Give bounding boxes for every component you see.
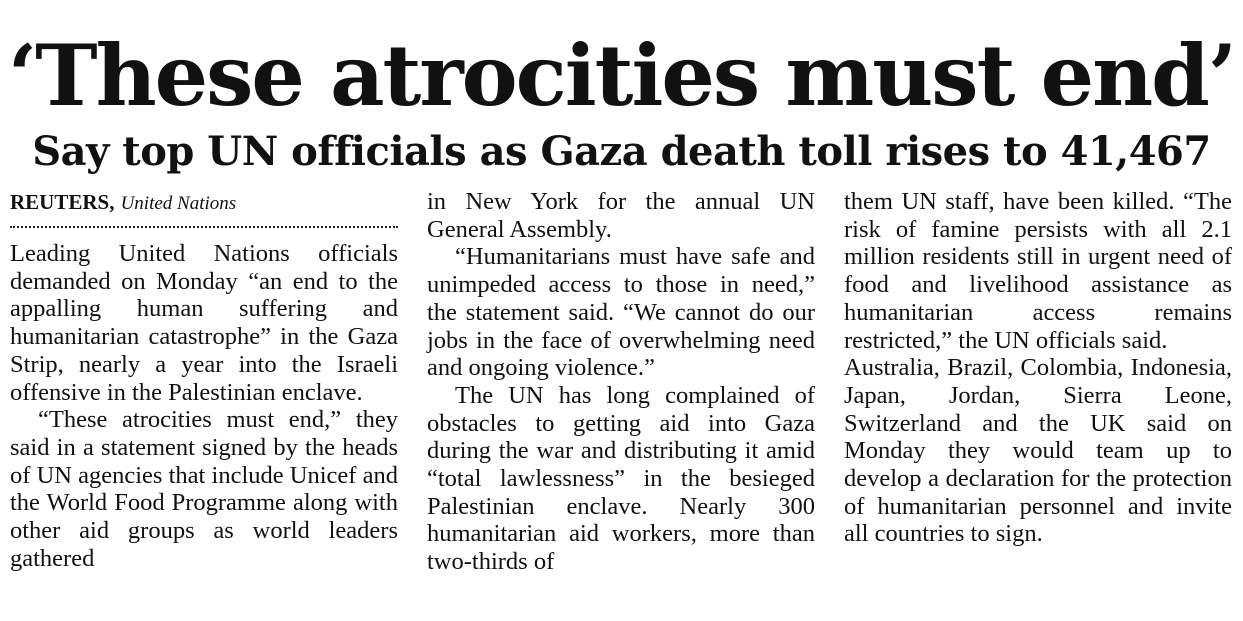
article-column-1 bbox=[10, 188, 398, 572]
subheadline: Say top UN officials as Gaza death toll rises to 41,467 bbox=[32, 128, 1211, 175]
article-column-2 bbox=[427, 188, 815, 576]
byline-divider bbox=[10, 226, 398, 228]
article-paragraph: in New York for the annual UN General Assembly. bbox=[427, 188, 815, 243]
article-paragraph: Australia, Brazil, Colombia, Indonesia, Japan, Jordan, Sierra Leone, Switzerland and the UK said on Monday they would team up to develop a declaration for the protection of humanitarian personnel and invite all countries to sign. bbox=[844, 354, 1232, 548]
byline-agency: REUTERS, bbox=[10, 190, 115, 214]
article-column-3 bbox=[844, 188, 1232, 548]
article-paragraph: “Humanitarians must have safe and unimpeded access to those in need,” the statement said. “We cannot do our jobs in the face of overwhelming need and ongoing violence.” bbox=[427, 243, 815, 382]
byline bbox=[10, 188, 398, 216]
headline: ‘These atrocities must end’ bbox=[7, 26, 1236, 125]
article-paragraph: “These atrocities must end,” they said in a statement signed by the heads of UN agencies that include Unicef and the World Food Programme along with other aid groups as world leaders gathered bbox=[10, 406, 398, 572]
article-paragraph: them UN staff, have been killed. “The risk of famine persists with all 2.1 million residents still in urgent need of food and livelihood assistance as humanitarian access remains restricted,” the UN officials said. bbox=[844, 188, 1232, 354]
article-paragraph: The UN has long complained of obstacles to getting aid into Gaza during the war and distributing it amid “total lawlessness” in the besieged Palestinian enclave. Nearly 300 humanitarian aid workers, more than two-thirds of bbox=[427, 381, 815, 576]
article-paragraph: Leading United Nations officials demanded on Monday “an end to the appalling human suffering and humanitarian catastrophe” in the Gaza Strip, nearly a year into the Israeli offensive in the Palestinian enclave. bbox=[10, 240, 398, 406]
byline-location: United Nations bbox=[120, 193, 237, 214]
